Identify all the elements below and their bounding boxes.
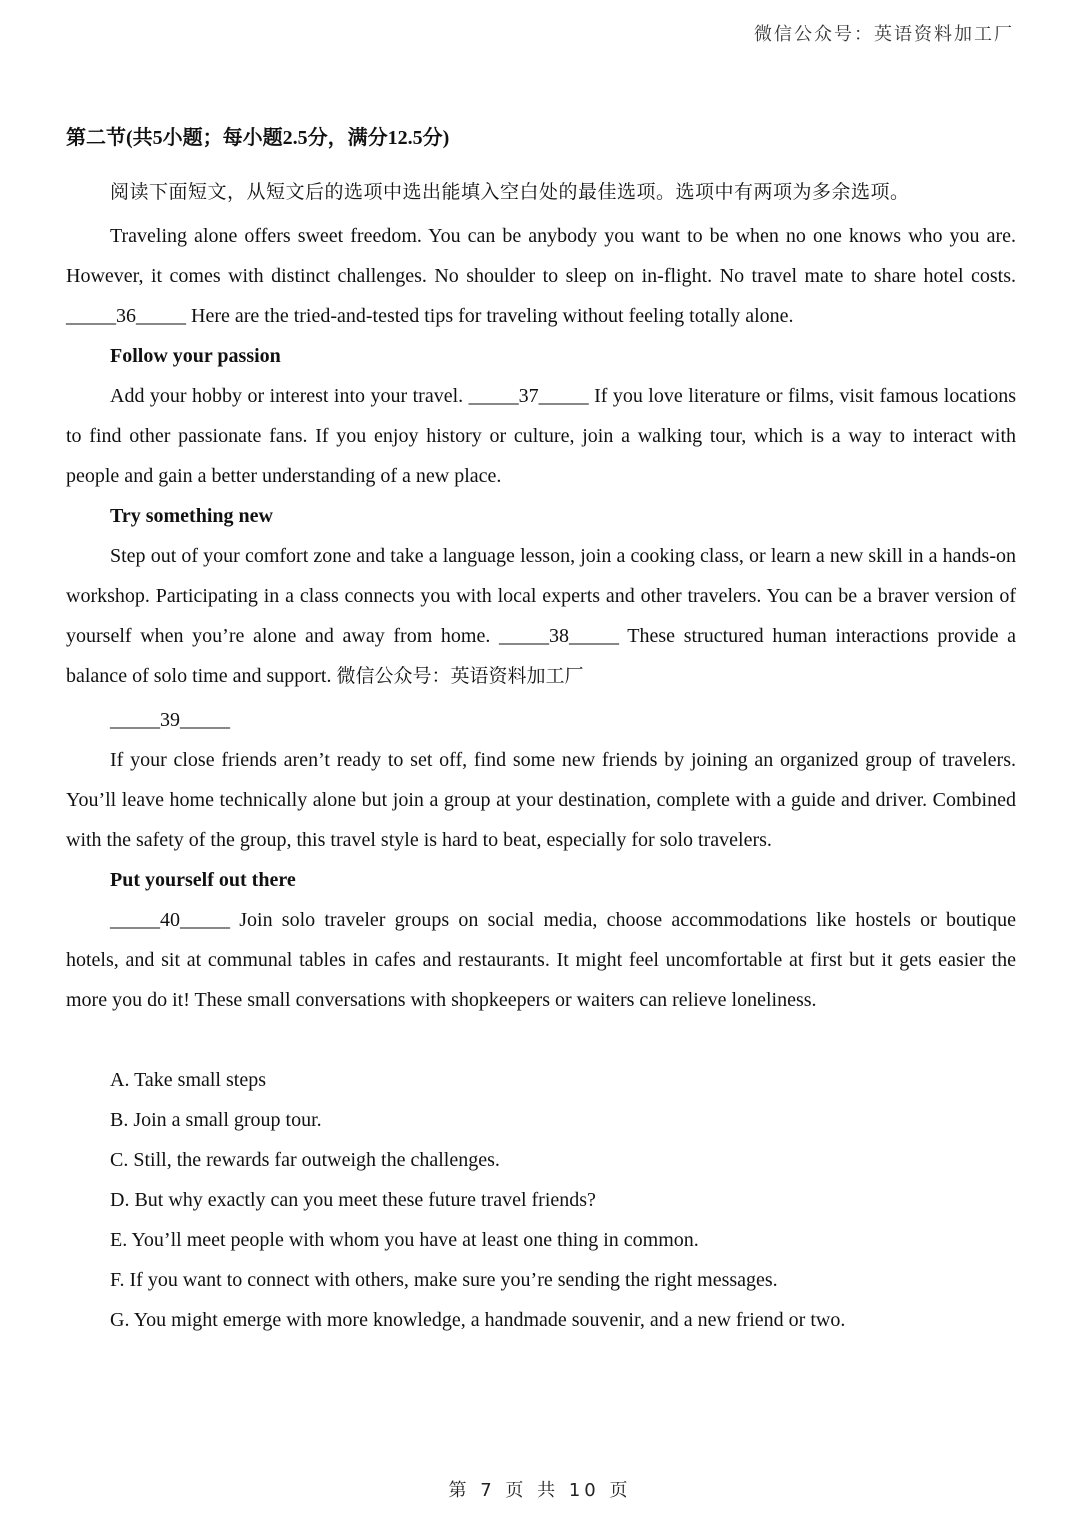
blank-39: _____39_____: [110, 709, 230, 731]
option-f: F. If you want to connect with others, make sure you’re sending the right messages.: [110, 1269, 778, 1291]
instruction-text: 阅读下面短文，从短文后的选项中选出能填入空白处的最佳选项。选项中有两项为多余选项。: [110, 181, 910, 203]
option-e: E. You’ll meet people with whom you have at least one thing in common.: [110, 1229, 699, 1251]
heading-follow-your-passion: Follow your passion: [110, 345, 281, 367]
option-d: D. But why exactly can you meet these future travel friends?: [110, 1189, 596, 1211]
paragraph-5: _____40_____ Join solo traveler groups on social media, choose accommodations like hostels or boutique hotels, and sit at communal tables in cafes and restaurants. It might feel uncomfortable at first but it gets easier the more you do it! These small conversations with shopkeepers or waiters can relieve loneliness.: [66, 909, 1016, 1011]
option-b: B. Join a small group tour.: [110, 1109, 322, 1131]
paragraph-1: Traveling alone offers sweet freedom. You can be anybody you want to be when no one knows who you are. However, it comes with distinct challenges. No shoulder to sleep on in-flight. No travel mate to share hotel costs. _____36_____ Here are the tried-and-tested tips for traveling without feeling totally alone.: [66, 225, 1016, 327]
inline-watermark: 微信公众号：英语资料加工厂: [336, 665, 584, 687]
page-footer: 第 7 页 共 10 页: [448, 1480, 632, 1501]
heading-put-yourself-out-there: Put yourself out there: [110, 869, 296, 891]
document-body: [66, 118, 1016, 1340]
paragraph-3-text: Step out of your comfort zone and take a language lesson, join a cooking class, or learn a new skill in a hands-on workshop. Participating in a class connects you with local experts and other travelers. You can be a braver version of yourself when you’re alone and away from home. _____38_____ These structured human interactions provide a balance of solo time and support.: [66, 545, 1016, 687]
paragraph-2: Add your hobby or interest into your travel. _____37_____ If you love literature or films, visit famous locations to find other passionate fans. If you enjoy history or culture, join a walking tour, which is a way to interact with people and gain a better understanding of a new place.: [66, 385, 1016, 487]
option-a: A. Take small steps: [110, 1069, 266, 1091]
page-header-watermark: 微信公众号：英语资料加工厂: [754, 24, 1014, 45]
answer-options: [66, 1060, 1016, 1340]
section-title: 第二节(共5小题；每小题2.5分，满分12.5分): [66, 127, 450, 149]
option-c: C. Still, the rewards far outweigh the challenges.: [110, 1149, 500, 1171]
option-g: G. You might emerge with more knowledge, a handmade souvenir, and a new friend or two.: [110, 1309, 846, 1331]
paragraph-3: [66, 536, 1016, 696]
heading-try-something-new: Try something new: [110, 505, 273, 527]
paragraph-4: If your close friends aren’t ready to set off, find some new friends by joining an organized group of travelers. You’ll leave home technically alone but join a group at your destination, complete with a guide and driver. Combined with the safety of the group, this travel style is hard to beat, especially for solo travelers.: [66, 749, 1016, 851]
